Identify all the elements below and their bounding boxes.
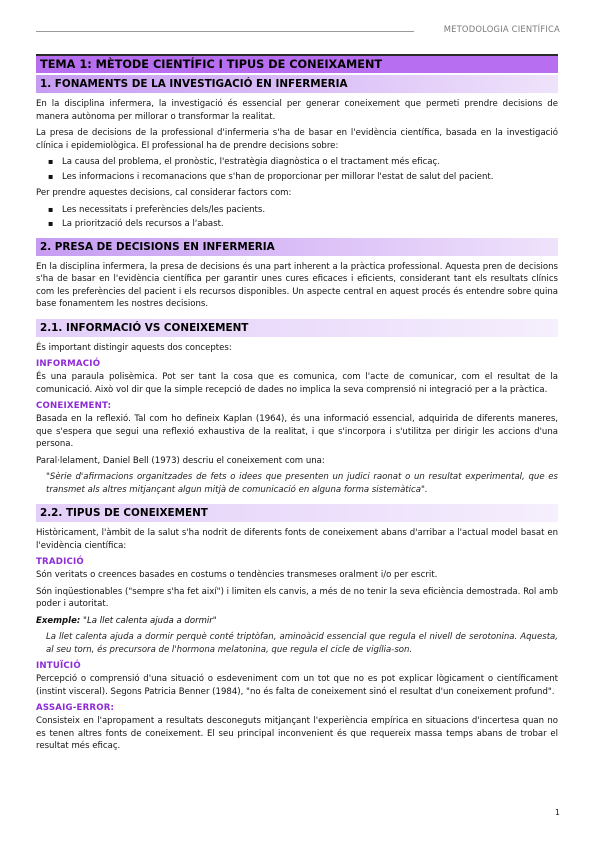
section-2-1-heading: 2.1. INFORMACIÓ VS CONEIXEMENT [36,319,558,337]
factors-list [36,204,558,231]
section-1-paragraph-2: La presa de decisions de la professional d'infermeria s'ha de basar en l'evidència científica, basada en la investigació clínica i epidemiològica. El professional ha de prendre decisions sobre: [36,128,558,151]
coneixement-text: Basada en la reflexió. Tal com ho defineix Kaplan (1964), és una informació essencial, adquirida de diferents maneres, que s'espera que segui una reflexió exhaustiva de la realitat, i que s'incorpora i s'utilitza per dirigir les accions d'una persona. [36,414,558,449]
decisions-list [36,156,558,183]
document-page [36,54,558,757]
section-2-1-intro: És important distingir aquests dos conceptes: [36,342,232,353]
intuicio-subheading: INTUÏCIÓ [36,661,81,671]
intuicio-text: Percepció o comprensió d'una situació o esdeveniment com un tot que no es pot explicar lògicament o científicament (instint visceral). Segons Patricia Benner (1984), "no és falta de coneixement sinó el resultat d'un coneixement profund". [36,674,558,697]
page-number: 1 [554,808,560,817]
section-2-heading: 2. PRESA DE DECISIONS EN INFERMERIA [36,238,558,256]
list-item: ▪ La priorització dels recursos a l'abast. [62,218,558,231]
section-2-2-intro: Històricament, l'àmbit de la salut s'ha nodrit de diferents fonts de coneixement abans d'arribar a l'actual model basat en l'evidència científica: [36,528,558,551]
tradicio-text-2: Són inqüestionables ("sempre s'ha fet així") i limiten els canvis, a més de no tenir la seva eficiència demostrada. Rol amb poder i autoritat. [36,586,558,609]
section-2-paragraph: En la disciplina infermera, la presa de decisions és una part inherent a la pràctica professional. Aquesta pren de decisions s'ha de basar en l'evidència científica per garantir unes cures eficaces i eficients, considerant tant els resultats clínics com les preferències del pacient i els recursos disponibles. Un aspecte central en aquest procés és entendre sobre quina base fonamentem les nostres decisions. [36,261,559,309]
tema-title: TEMA 1: MÈTODE CIENTÍFIC I TIPUS DE CONEIXAMENT [36,54,558,73]
section-1-paragraph-3: Per prendre aquestes decisions, cal considerar factors com: [36,188,292,198]
coneixement-subheading: CONEIXEMENT: [36,401,112,411]
exemple-text: "La llet calenta ajuda a dormir" [83,615,217,626]
assaig-error-subheading: ASSAIG-ERROR: [36,703,115,713]
header-rule [36,31,414,32]
tradicio-subheading: TRADICIÓ [36,557,84,567]
section-1-heading: 1. FONAMENTS DE LA INVESTIGACIÓ EN INFERMERIA [36,75,558,93]
assaig-error-text: Consisteix en l'apropament a resultats desconeguts mitjançant l'experiència empírica en situacions d'incertesa quan no es tenen altres fonts de coneixement. El seu principal inconvenient és que requereix massa temps abans de trobar el resultat més eficaç. [36,716,558,751]
exemple-line [36,615,558,628]
informacio-subheading: INFORMACIÓ [36,359,101,369]
bell-text: Paral·lelament, Daniel Bell (1973) descriu el coneixement com una: [36,455,325,466]
section-2-2-heading: 2.2. TIPUS DE CONEIXEMENT [36,504,558,522]
exemple-label: Exemple: [36,615,81,626]
list-item: ▪ Les informacions i recomanacions que s'han de proporcionar per millorar l'estat de salut del pacient. [62,171,558,184]
section-1-paragraph-1: En la disciplina infermera, la investigació és essencial per generar coneixement que permeti prendre decisions de manera autònoma per millorar o transformar la realitat. [36,99,558,122]
running-header: METODOLOGIA CIENTÍFICA [443,24,560,34]
tradicio-text-1: Són veritats o creences basades en costums o tendències transmeses oralment i/o per escrit. [36,570,438,580]
informacio-text: És una paraula polisèmica. Pot ser tant la cosa que es comunica, com l'acte de comunicar, com el resultat de la comunicació. Això vol dir que la simple recepció de dades no implica la seva comprensió ni integració per a la pràctica. [36,372,558,395]
bell-quote: "Sèrie d'afirmacions organitzades de fets o idees que presenten un judici raonat o un resultat experimental, que es transmet als altres mitjançant algun mitjà de comunicació en alguna forma sistemàtica". [46,472,558,495]
list-item: ▪ La causa del problema, el pronòstic, l'estratègia diagnòstica o el tractament més eficaç. [62,156,558,169]
exemple-detail: La llet calenta ajuda a dormir perquè conté triptòfan, aminoàcid essencial que regula el nivell de serotonina. Aquesta, al seu torn, és precursora de l'hormona melatonina, que regula el cicle de vigília-son. [46,632,558,655]
list-item: ▪ Les necessitats i preferències dels/les pacients. [62,204,558,217]
